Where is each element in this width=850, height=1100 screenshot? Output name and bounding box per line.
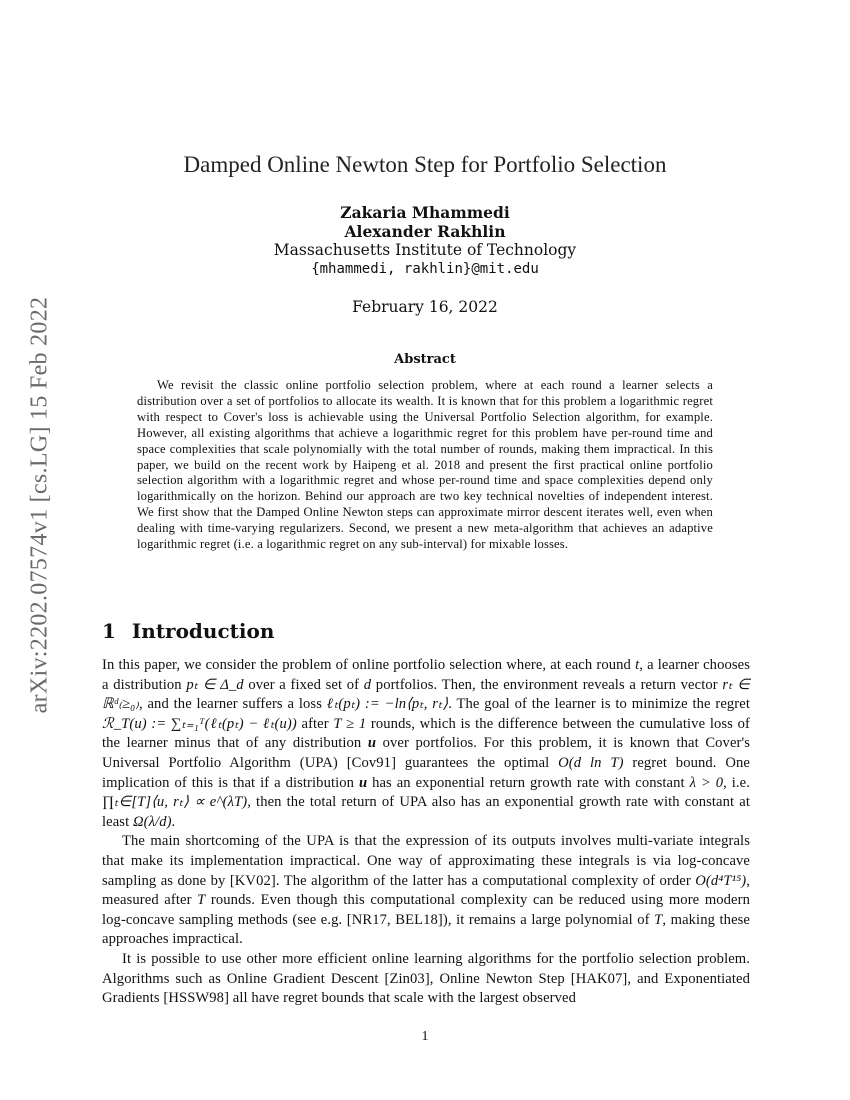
- math-inline: λ > 0: [689, 774, 724, 791]
- page-number: 1: [421, 1029, 429, 1044]
- math-inline: T: [197, 892, 206, 909]
- author-email: {mhammedi, rakhlin}@mit.edu: [311, 261, 539, 277]
- math-inline: rₜ ∈ ℝᵈ₍≥₀₎: [102, 676, 750, 713]
- math-inline: u: [367, 735, 377, 752]
- math-inline: O(d⁴T¹⁵): [695, 872, 747, 889]
- paper-title: Damped Online Newton Step for Portfolio Selection: [183, 152, 667, 177]
- math-inline: d: [363, 676, 372, 693]
- arxiv-identifier-text: arXiv:2202.07574v1 [cs.LG] 15 Feb 2022: [26, 296, 53, 714]
- math-inline: ∏ₜ∈[T]⟨u, rₜ⟩ ∝ e^(λT): [102, 794, 248, 811]
- introduction-body: [102, 656, 750, 1009]
- paper-date: February 16, 2022: [352, 298, 498, 316]
- section-title: Introduction: [131, 619, 275, 643]
- section-heading: [102, 619, 274, 643]
- abstract-heading: Abstract: [394, 352, 456, 367]
- math-inline: O(d ln T): [558, 754, 624, 771]
- math-inline: T: [654, 911, 663, 928]
- math-inline: t: [635, 657, 640, 673]
- affiliation: Massachusetts Institute of Technology: [273, 241, 577, 259]
- author-block: [0, 203, 850, 279]
- author-name: Zakaria Mhammedi: [340, 203, 510, 222]
- section-number: 1: [102, 619, 116, 643]
- intro-paragraph-1: In this paper, we consider the problem of online portfolio selection where, at each round t, a learner chooses a distribution pₜ ∈ Δ_d over a fixed set of d portfolios. Then, the environment reveals a return vector rₜ ∈ ℝᵈ₍≥₀₎, and the learner suffers a loss ℓₜ(pₜ) := −ln⟨pₜ, rₜ⟩. The goal of the learner is to minimize the regret ℛ_T(u) := ∑ₜ₌₁ᵀ(ℓₜ(pₜ) − ℓₜ(u)) after T ≥ 1 rounds, which is the difference between the cumulative loss of the learner minus that of any distribution u over portfolios. For this problem, it is known that Cover's Universal Portfolio Algorithm (UPA) [Cov91] guarantees the optimal O(d ln T) regret bound. One implication of this is that if a distribution u has an exponential return growth rate with constant λ > 0, i.e. ∏ₜ∈[T]⟨u, rₜ⟩ ∝ e^(λT), then the total return of UPA also has an exponential growth rate with constant at least Ω(λ/d).: [102, 657, 751, 830]
- intro-paragraph-2: The main shortcoming of the UPA is that the expression of its outputs involves multi-variate integrals that make its implementation impractical. One way of approximating these integrals is via log-concave sampling as done by [KV02]. The algorithm of the latter has a computational complexity of order O(d⁴T¹⁵), measured after T rounds. Even though this computational complexity can be reduced using more modern log-concave sampling methods (see e.g. [NR17, BEL18]), it remains a large polynomial of T, making these approaches impractical.: [102, 833, 750, 948]
- math-inline: u: [358, 774, 368, 791]
- math-inline: Ω(λ/d): [133, 813, 172, 830]
- math-inline: pₜ ∈ Δ_d: [186, 676, 244, 693]
- math-inline: ℓₜ(pₜ) := −ln⟨pₜ, rₜ⟩: [326, 696, 449, 713]
- math-inline: T ≥ 1: [333, 715, 367, 732]
- arxiv-identifier-stamp: [5, 70, 75, 940]
- abstract-body: [137, 378, 713, 553]
- author-name: Alexander Rakhlin: [344, 222, 506, 241]
- intro-paragraph-3: It is possible to use other more efficient online learning algorithms for the portfolio selection problem. Algorithms such as Online Gradient Descent [Zin03], Online Newton Step [HAK07], and Exponentiated Gradients [HSSW98] all have regret bounds that scale with the largest observed: [102, 950, 750, 1007]
- math-inline: ℛ_T(u) := ∑ₜ₌₁ᵀ(ℓₜ(pₜ) − ℓₜ(u)): [102, 715, 297, 732]
- abstract-paragraph: We revisit the classic online portfolio selection problem, where at each round a learner selects a distribution over a set of portfolios to allocate its wealth. It is known that for this problem a logarithmic regret with respect to Cover's loss is achievable using the Universal Portfolio Selection algorithm, for example. However, all existing algorithms that achieve a logarithmic regret for this problem have per-round time and space complexities that scale polynomially with the total number of rounds, making them impractical. In this paper, we build on the recent work by Haipeng et al. 2018 and present the first practical online portfolio selection algorithm with a logarithmic regret and whose per-round time and space complexities depend only logarithmically on the horizon. Behind our approach are two key technical novelties of independent interest. We first show that the Damped Online Newton steps can approximate mirror descent iterates well, even when dealing with time-varying regularizers. Second, we present a new meta-algorithm that achieves an adaptive logarithmic regret (i.e. a logarithmic regret on any sub-interval) for mixable losses.: [137, 378, 713, 552]
